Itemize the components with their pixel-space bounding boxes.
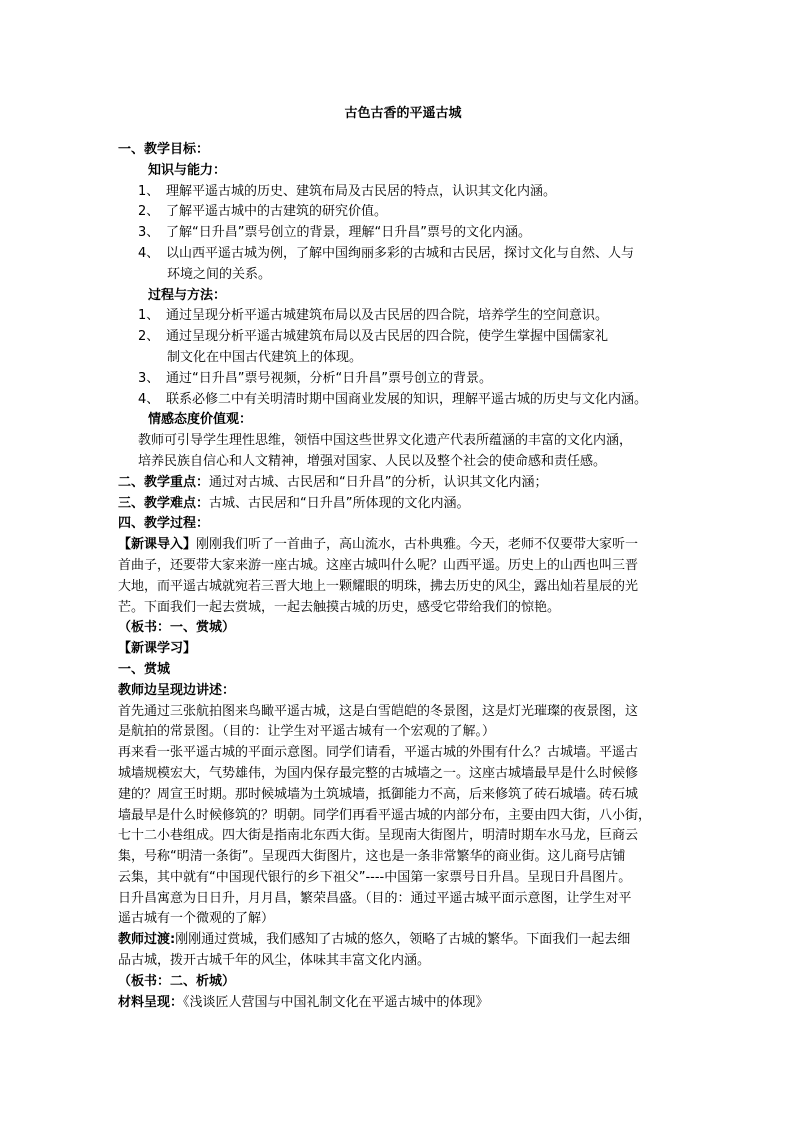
text-line [118, 431, 688, 452]
list-number: 4、 [138, 245, 160, 261]
text-line [118, 494, 688, 515]
list-number: 1、 [138, 308, 160, 324]
text-line [118, 369, 688, 390]
text-line [118, 327, 688, 348]
text-line [118, 951, 688, 972]
text-line [118, 909, 688, 930]
text-line [118, 244, 688, 265]
line-text: 联系必修二中有关明清时期中国商业发展的知识，理解平遥古城的历史与文化内涵。 [166, 391, 648, 407]
line-text: 日升昌寓意为日日升，月月昌，繁荣昌盛。（目的：通过平遥古城平面示意图，让学生对平 [118, 890, 632, 906]
text-line [118, 452, 688, 473]
line-text: 教师可引导学生理性思维，领悟中国这些世界文化遗产代表所蕴涵的丰富的文化内涵， [138, 433, 633, 449]
line-text: 《浅谈匠人营国与中国礼制文化在平遥古城中的体现》 [183, 994, 489, 1010]
line-text: 一、教学目标： [118, 142, 210, 157]
line-text: 制文化在中国古代建筑上的体现。 [167, 349, 363, 365]
list-number: 3、 [138, 225, 160, 241]
line-text: 以山西平遥古城为例，了解中国绚丽多彩的古城和古民居，探讨文化与自然、人与 [166, 245, 635, 261]
text-line [118, 286, 688, 307]
line-text: 芒。下面我们一起去赏城，一起去触摸古城的历史，感受它带给我们的惊艳。 [118, 599, 561, 615]
text-line [118, 993, 688, 1014]
text-line [118, 535, 688, 556]
text-line [118, 889, 688, 910]
text-line [118, 639, 688, 660]
line-text: 理解平遥古城的历史、建筑布局及古民居的特点，认识其文化内涵。 [166, 183, 557, 199]
line-label: 教师过渡: [118, 932, 176, 948]
text-line [118, 764, 688, 785]
line-text: 七十二小巷组成。四大街是指南北东西大街。呈现南大街图片，明清时期车水马龙，巨商云 [118, 828, 639, 844]
page-title: 古色古香的平遥古城 [344, 106, 462, 121]
line-text: 四、教学过程： [118, 516, 210, 532]
line-text: 再来看一张平遥古城的平面示意图。同学们请看，平遥古城的外围有什么？古城墙。平遥古 [118, 745, 639, 761]
text-line [118, 743, 688, 764]
document-page [118, 102, 688, 1013]
line-text: 培养民族自信心和人文精神，增强对国家、人民以及整个社会的使命感和责任感。 [138, 453, 607, 469]
list-number: 4、 [138, 391, 160, 407]
line-text: （板书：一、赏城） [118, 620, 236, 636]
text-line [118, 972, 688, 993]
text-line [118, 681, 688, 702]
list-number: 2、 [138, 329, 160, 345]
line-text: 古城、古民居和“日升昌”所体现的文化内涵。 [209, 495, 470, 511]
line-text: 环境之间的关系。 [167, 266, 272, 282]
line-text: 首曲子，还要带大家来游一座古城。这座古城叫什么呢？山西平遥。历史上的山西也叫三晋 [118, 557, 639, 573]
line-label: 材料呈现： [118, 994, 184, 1010]
line-text: 建的？周宣王时期。那时候城墙为土筑城墙，抵御能力不高，后来修筑了砖石城墙。砖石城 [118, 786, 639, 802]
line-text: 了解“日升昌”票号创立的背景，理解“日升昌”票号的文化内涵。 [166, 225, 531, 241]
line-text: 了解平遥古城中的古建筑的研究价值。 [166, 204, 388, 220]
text-line [118, 410, 688, 431]
line-text: 首先通过三张航拍图来鸟瞰平遥古城，这是白雪皑皑的冬景图，这是灯光璀璨的夜景图，这 [118, 703, 639, 719]
line-label: 二、教学重点： [118, 474, 210, 490]
text-line [118, 702, 688, 723]
line-text: 通过呈现分析平遥古城建筑布局以及古民居的四合院，使学生掌握中国儒家礼 [166, 329, 609, 345]
line-text: 集，号称“明清一条街”。呈现西大街图片，这也是一条非常繁华的商业街。这儿商号店铺 [118, 849, 626, 865]
line-text: 刚刚我们听了一首曲子，高山流水，古朴典雅。今天，老师不仅要带大家听一 [196, 537, 639, 553]
text-line [118, 618, 688, 639]
list-number: 1、 [138, 183, 160, 199]
text-line [118, 556, 688, 577]
text-line [118, 826, 688, 847]
text-line [118, 514, 688, 535]
line-text: 是航拍的常景图。（目的：让学生对平遥古城有一个宏观的了解。） [118, 724, 496, 740]
text-line [118, 785, 688, 806]
text-line [118, 577, 688, 598]
line-text: 【新课学习】 [118, 641, 197, 657]
text-line [118, 348, 688, 369]
text-line [118, 265, 688, 286]
list-number: 3、 [138, 370, 160, 386]
line-text: 通过“日升昌”票号视频，分析“日升昌”票号创立的背景。 [166, 370, 492, 386]
text-line [118, 722, 688, 743]
line-label: 三、教学难点： [118, 495, 210, 511]
line-label: 【新课导入】 [118, 537, 197, 553]
line-text: 通过对古城、古民居和“日升昌”的分析，认识其文化内涵； [209, 474, 548, 490]
text-line [118, 223, 688, 244]
text-line [118, 806, 688, 827]
line-text: 遥古城有一个微观的了解） [118, 911, 275, 927]
line-text: 云集，其中就有“中国现代银行的乡下祖父”----中国第一家票号日升昌。呈现日升昌图片。 [118, 869, 632, 885]
line-text: 墙最早是什么时候修筑的？明朝。同学们再看平遥古城的内部分布，主要由四大街，八小街， [118, 807, 652, 823]
text-line [118, 868, 688, 889]
text-line [118, 140, 688, 161]
text-line [118, 161, 688, 182]
text-line [118, 847, 688, 868]
list-number: 2、 [138, 204, 160, 220]
line-text: 品古城，拨开古城千年的风尘，体味其丰富文化内涵。 [118, 953, 431, 969]
text-line [118, 660, 688, 681]
line-text: 教师边呈现边讲述： [118, 682, 236, 698]
line-text: 通过呈现分析平遥古城建筑布局以及古民居的四合院，培养学生的空间意识。 [166, 308, 609, 324]
text-line [118, 182, 688, 203]
text-line [118, 306, 688, 327]
text-line [118, 598, 688, 619]
line-text: （板书：二、析城） [118, 973, 236, 989]
line-text: 一、赏城 [118, 661, 171, 677]
line-text: 知识与能力： [148, 162, 227, 178]
line-text: 城墙规模宏大，气势雄伟，为国内保存最完整的古城墙之一。这座古城墙最早是什么时候修 [118, 765, 639, 781]
text-line [118, 390, 688, 411]
text-line [118, 202, 688, 223]
line-text: 大地，而平遥古城就宛若三晋大地上一颗耀眼的明珠，拂去历史的风尘，露出灿若星辰的光 [118, 578, 639, 594]
text-line [118, 930, 688, 951]
line-text: 情感态度价值观： [148, 412, 253, 428]
line-text: 刚刚通过赏城，我们感知了古城的悠久，领略了古城的繁华。下面我们一起去细 [175, 932, 631, 948]
document-body [118, 140, 688, 1013]
line-text: 过程与方法： [148, 287, 227, 303]
text-line [118, 473, 688, 494]
